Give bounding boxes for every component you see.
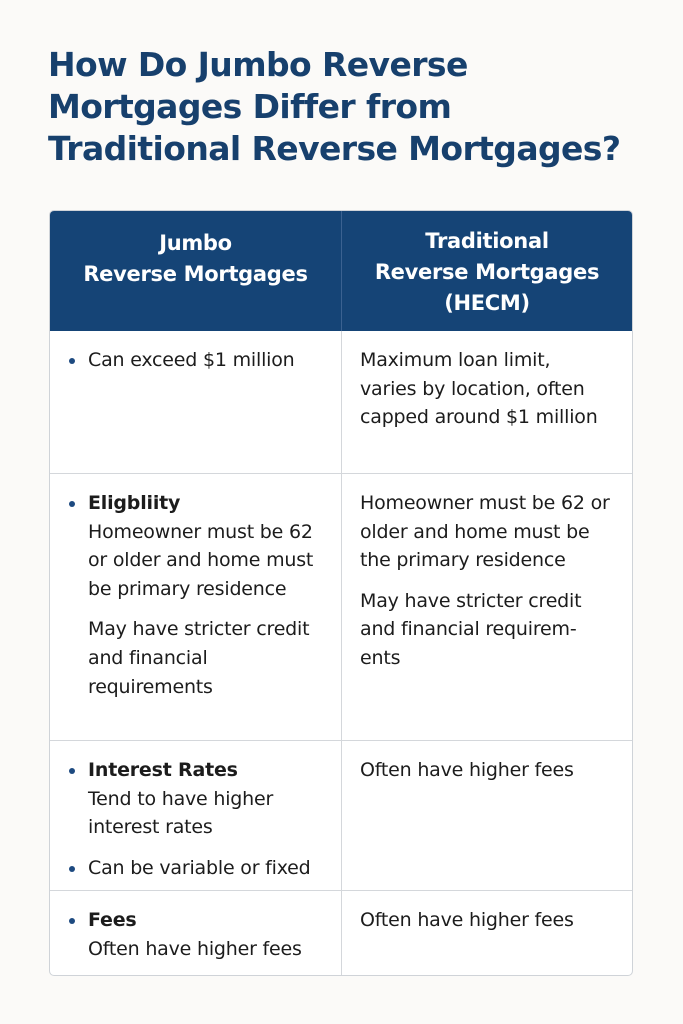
cell-text: Maximum loan limit, varies by location, often capped around $1 million [360, 349, 598, 429]
jumbo-cell [50, 331, 342, 473]
cell-text: Often have higher fees [360, 909, 574, 931]
table-row [50, 331, 632, 473]
jumbo-cell [50, 891, 342, 976]
comparison-table [49, 210, 633, 976]
cell-note: May have stricter credit and financial requirements [88, 618, 310, 698]
page-title: How Do Jumbo Reverse Mortgages Differ from Traditional Reverse Mortgages? [48, 45, 621, 168]
traditional-cell [342, 891, 632, 976]
bullet-item [64, 489, 333, 603]
header-traditional: Traditional Reverse Mortgages (HECM) [374, 229, 600, 315]
bullet-item [64, 906, 333, 963]
cell-note: May have stricter credit and financial requirem-ents [360, 589, 582, 669]
cell-text: Tend to have higher interest rates [88, 787, 274, 839]
cell-text: Often have higher fees [360, 759, 574, 781]
cell-text: Homeowner must be 62 or older and home must be primary residence [88, 520, 314, 600]
bullet-item: Can exceed $1 million [64, 346, 333, 375]
cell-text: Homeowner must be 62 or older and home must be the primary residence [360, 492, 610, 572]
table-row [50, 890, 632, 976]
jumbo-cell [50, 741, 342, 890]
traditional-cell [342, 331, 632, 473]
row-heading: Interest Rates [88, 759, 238, 781]
bullet-item: Can be variable or fixed [64, 854, 333, 883]
row-heading: Eligbliity [88, 492, 181, 514]
table-header [50, 211, 632, 331]
bullet-item [64, 756, 333, 842]
row-heading: Fees [88, 909, 137, 931]
jumbo-cell [50, 474, 342, 740]
header-jumbo: Jumbo Reverse Mortgages [50, 211, 342, 331]
traditional-cell [342, 474, 632, 740]
cell-text: Often have higher fees [88, 937, 302, 960]
traditional-cell [342, 741, 632, 890]
table-row [50, 473, 632, 740]
table-row [50, 740, 632, 890]
